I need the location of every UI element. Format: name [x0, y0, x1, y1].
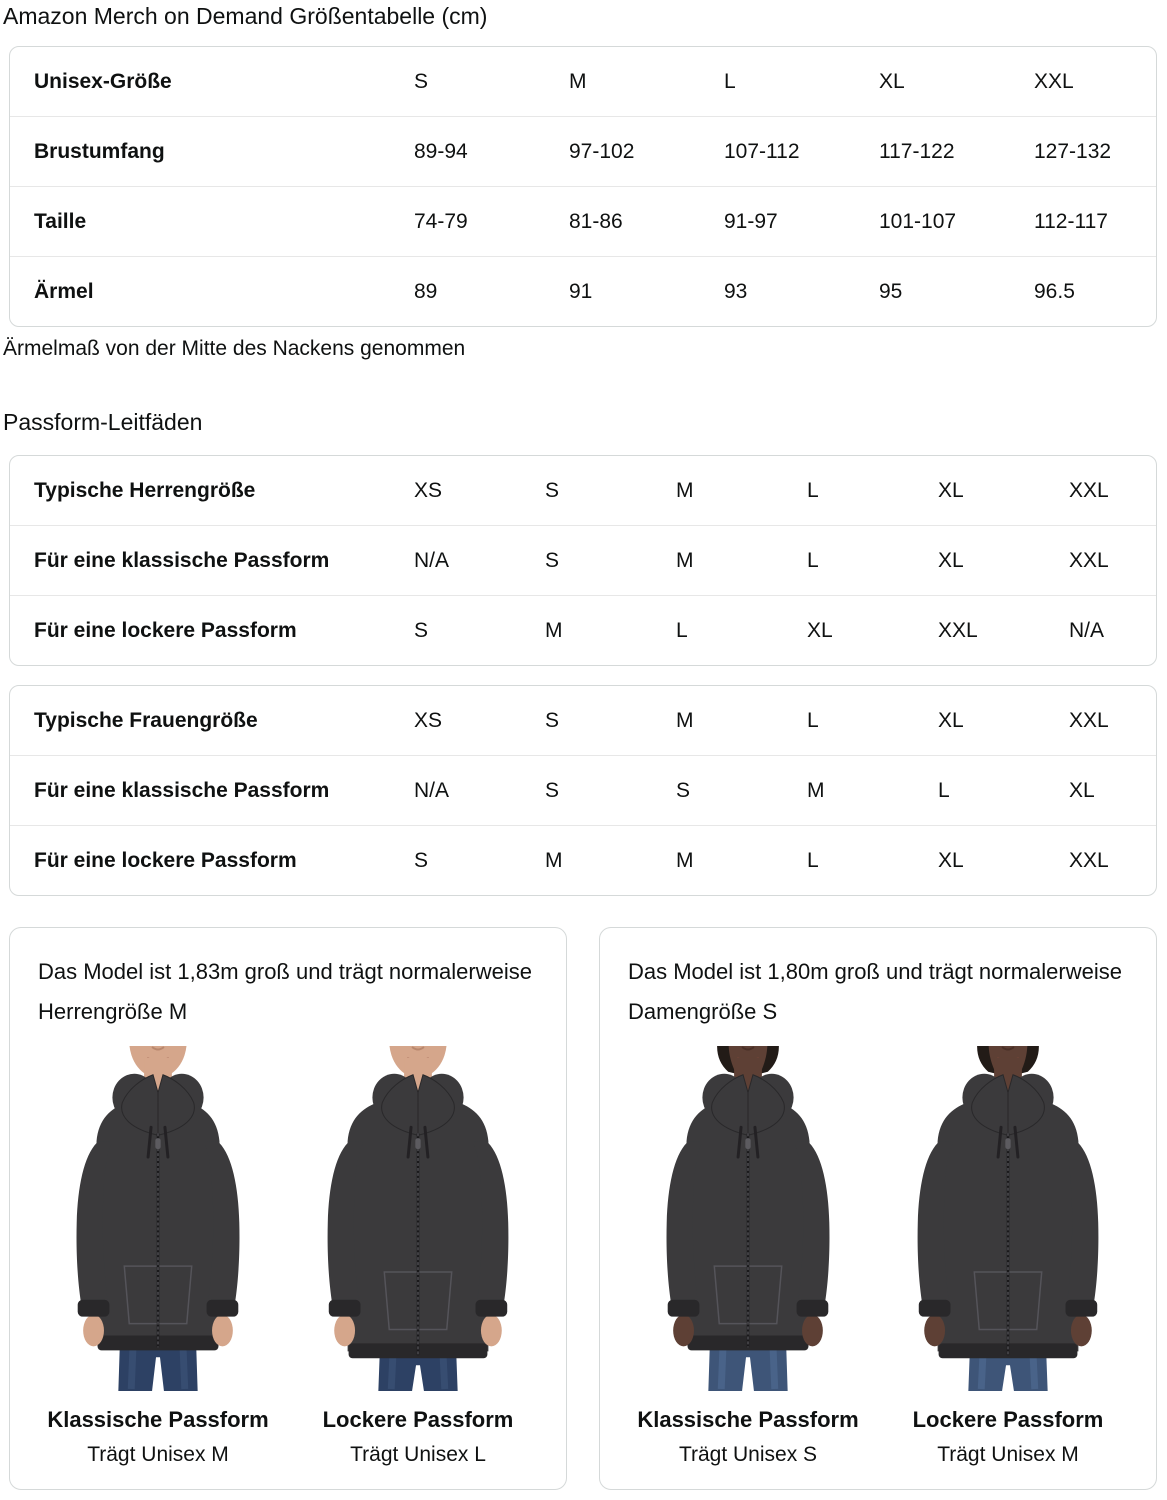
row-label: Für eine klassische Passform	[34, 548, 330, 572]
unisex-size-table	[9, 46, 1157, 327]
size-cell: S	[545, 708, 560, 732]
size-cell: S	[414, 618, 429, 642]
size-cell: L	[676, 618, 688, 642]
value-cell: 107-112	[724, 139, 800, 163]
value-cell: 91	[569, 279, 593, 303]
value-cell: 91-97	[724, 209, 778, 233]
row-label: Unisex-Größe	[34, 69, 172, 93]
table-row-waist	[10, 186, 1156, 256]
value-cell: 89-94	[414, 139, 468, 163]
size-cell: XL	[938, 708, 964, 732]
female-model-classic-fit-photo	[638, 1046, 858, 1391]
size-cell: XS	[414, 478, 443, 502]
row-label: Ärmel	[34, 279, 94, 303]
size-cell: XXL	[1069, 708, 1109, 732]
size-caption: Trägt Unisex L	[350, 1443, 486, 1466]
size-cell: S	[545, 548, 560, 572]
size-cell: XL	[1069, 778, 1095, 802]
size-cell: L	[807, 848, 819, 872]
value-cell: 101-107	[879, 209, 957, 233]
table-row	[10, 595, 1156, 665]
size-caption: Trägt Unisex M	[87, 1443, 229, 1466]
size-cell: XL	[807, 618, 833, 642]
size-cell: N/A	[414, 778, 450, 802]
table-row	[10, 686, 1156, 755]
size-cell: M	[676, 848, 694, 872]
value-cell: 96.5	[1034, 279, 1075, 303]
size-cell: M	[676, 478, 694, 502]
size-cell: XL	[938, 478, 964, 502]
photo-row	[30, 1046, 546, 1467]
table-row-sleeve	[10, 256, 1156, 326]
size-cell: L	[807, 478, 819, 502]
female-model-loose-fit-photo	[898, 1046, 1118, 1391]
size-caption: Trägt Unisex S	[678, 1443, 818, 1466]
photo-column	[880, 1046, 1136, 1467]
value-cell: 117-122	[879, 139, 955, 163]
size-cell: XXL	[1069, 548, 1109, 572]
table-row	[10, 755, 1156, 825]
photo-column	[290, 1046, 546, 1467]
value-cell: 89	[414, 279, 438, 303]
photo-column	[30, 1046, 286, 1467]
size-cell: XL	[938, 848, 964, 872]
size-cell: L	[807, 548, 819, 572]
size-cell: M	[676, 548, 694, 572]
size-cell: M	[807, 778, 825, 802]
size-cell: N/A	[1069, 618, 1105, 642]
size-cell: N/A	[414, 548, 450, 572]
model-cards	[9, 927, 1157, 1490]
fit-table-women	[9, 685, 1157, 896]
size-cell: S	[676, 778, 691, 802]
fit-caption: Klassische Passform	[637, 1407, 859, 1432]
size-cell: S	[545, 478, 560, 502]
size-cell: M	[676, 708, 694, 732]
table-row-chest	[10, 116, 1156, 186]
photo-column	[620, 1046, 876, 1467]
row-label: Brustumfang	[34, 139, 165, 163]
size-cell: XL	[879, 69, 905, 93]
size-cell: XS	[414, 708, 443, 732]
size-cell: XXL	[1069, 848, 1109, 872]
value-cell: 97-102	[569, 139, 635, 163]
value-cell: 74-79	[414, 209, 468, 233]
model-description: Das Model ist 1,80m groß und trägt normalerweise Damengröße S	[628, 959, 1122, 1024]
fit-caption: Klassische Passform	[47, 1407, 269, 1432]
size-cell: XXL	[938, 618, 978, 642]
value-cell: 127-132	[1034, 139, 1112, 163]
size-cell: S	[545, 778, 560, 802]
size-cell: L	[938, 778, 950, 802]
table-row	[10, 456, 1156, 525]
size-cell: XXL	[1069, 478, 1109, 502]
value-cell: 95	[879, 279, 903, 303]
table-row	[10, 525, 1156, 595]
fit-caption: Lockere Passform	[322, 1407, 514, 1432]
model-card-women	[599, 927, 1157, 1490]
photo-row	[620, 1046, 1136, 1467]
size-cell: M	[545, 618, 563, 642]
size-cell: S	[414, 69, 429, 93]
value-cell: 112-117	[1034, 209, 1108, 233]
male-model-classic-fit-photo	[48, 1046, 268, 1391]
size-cell: L	[724, 69, 736, 93]
row-label: Für eine lockere Passform	[34, 848, 297, 872]
value-cell: 93	[724, 279, 748, 303]
row-label: Für eine klassische Passform	[34, 778, 330, 802]
row-label: Typische Herrengröße	[34, 478, 256, 502]
value-cell: 81-86	[569, 209, 623, 233]
male-model-loose-fit-photo	[308, 1046, 528, 1391]
fit-guides-heading: Passform-Leitfäden	[3, 409, 203, 435]
row-label: Typische Frauengröße	[34, 708, 258, 732]
size-cell: S	[414, 848, 429, 872]
size-cell: L	[807, 708, 819, 732]
model-description: Das Model ist 1,83m groß und trägt normalerweise Herrengröße M	[38, 959, 532, 1024]
table-row	[10, 825, 1156, 895]
fit-caption: Lockere Passform	[912, 1407, 1104, 1432]
size-cell: M	[545, 848, 563, 872]
size-cell: XL	[938, 548, 964, 572]
model-card-men	[9, 927, 567, 1490]
row-label: Taille	[34, 209, 87, 233]
page-title: Amazon Merch on Demand Größentabelle (cm)	[3, 3, 488, 29]
fit-table-men	[9, 455, 1157, 666]
row-label: Für eine lockere Passform	[34, 618, 297, 642]
size-cell: XXL	[1034, 69, 1074, 93]
table-row-sizes	[10, 47, 1156, 116]
size-cell: M	[569, 69, 587, 93]
size-caption: Trägt Unisex M	[937, 1443, 1079, 1466]
sleeve-measure-note: Ärmelmaß von der Mitte des Nackens genommen	[3, 337, 466, 360]
